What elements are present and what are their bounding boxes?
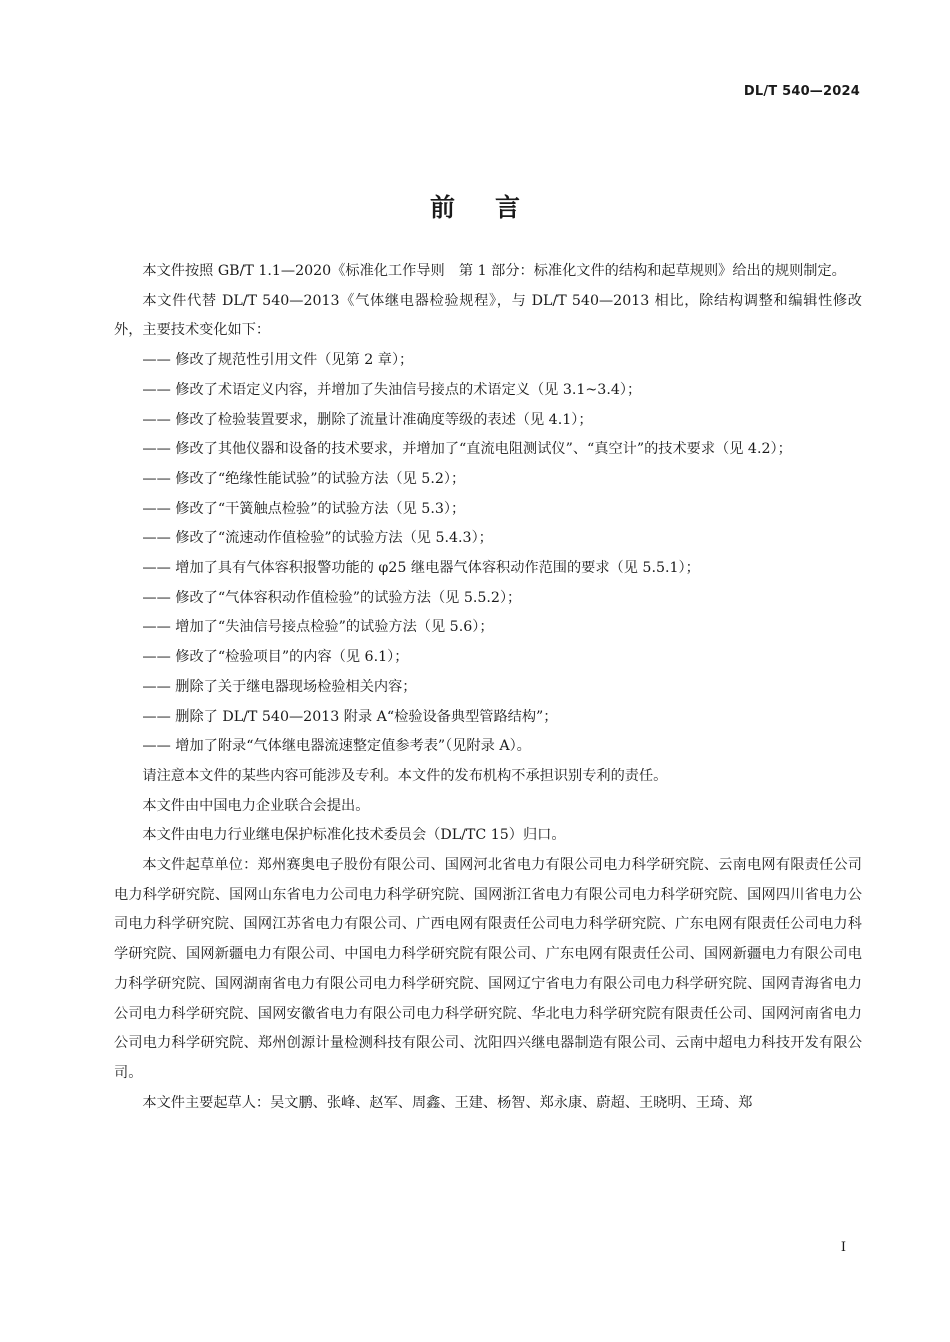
document-code: DL/T 540—2024 bbox=[743, 84, 860, 99]
change-item: —— 修改了规范性引用文件（见第 2 章）； bbox=[142, 352, 414, 369]
change-item: —— 修改了术语定义内容，并增加了失油信号接点的术语定义（见 3.1~3.4）； bbox=[142, 381, 642, 398]
paragraph-basis: 本文件按照 GB/T 1.1—2020《标准化工作导则 第 1 部分：标准化文件的结构和起草规则》给出的规则制定。 bbox=[142, 263, 846, 279]
paragraph-drafting-units: 本文件起草单位：郑州赛奥电子股份有限公司、国网河北省电力有限公司电力科学研究院、云南电网有限责任公司电力科学研究院、国网山东省电力公司电力科学研究院、国网浙江省电力有限公司电力科学研究院、国网四川省电力公司电力科学研究院、国网江苏省电力有限公司、广西电网有限责任公司电力科学研究院、广东电网有限责任公司电力科学研究院、国网新疆电力有限公司、中国电力科学研究院有限公司、广东电网有限责任公司、国网新疆电力有限公司电力科学研究院、国网湖南省电力有限公司电力科学研究院、国网辽宁省电力有限公司电力科学研究院、国网青海省电力公司电力科学研究院、国网安徽省电力有限公司电力科学研究院、华北电力科学研究院有限责任公司、国网河南省电力公司电力科学研究院、郑州创源计量检测科技有限公司、沈阳四兴继电器制造有限公司、云南中超电力科技开发有限公司。 bbox=[114, 857, 862, 1081]
change-item: —— 修改了“检验项目”的内容（见 6.1）； bbox=[142, 649, 409, 666]
paragraph-patent-notice: 请注意本文件的某些内容可能涉及专利。本文件的发布机构不承担识别专利的责任。 bbox=[142, 767, 668, 784]
change-item: —— 修改了“流速动作值检验”的试验方法（见 5.4.3）； bbox=[142, 530, 493, 547]
paragraph-drafters: 本文件主要起草人：吴文鹏、张峰、赵军、周鑫、王建、杨智、郑永康、蔚超、王晓明、王琦、郑 bbox=[142, 1094, 753, 1111]
change-item: —— 删除了关于继电器现场检验相关内容； bbox=[142, 678, 417, 695]
paragraph-centralized: 本文件由电力行业继电保护标准化技术委员会（DL/TC 15）归口。 bbox=[142, 827, 566, 844]
change-item: —— 增加了附录“气体继电器流速整定值参考表”（见附录 A）。 bbox=[142, 738, 531, 755]
page-title: 前言 bbox=[429, 193, 560, 222]
foreword-body bbox=[114, 257, 862, 1118]
paragraph-replacement: 本文件代替 DL/T 540—2013《气体继电器检验规程》，与 DL/T 540—2013 相比，除结构调整和编辑性修改外，主要技术变化如下： bbox=[114, 292, 862, 339]
page-number: I bbox=[840, 1240, 846, 1255]
change-item: —— 修改了“气体容积动作值检验”的试验方法（见 5.5.2）； bbox=[142, 589, 522, 606]
change-item: —— 修改了“干簧触点检验”的试验方法（见 5.3）； bbox=[142, 500, 466, 517]
change-item: —— 删除了 DL/T 540—2013 附录 A“检验设备典型管路结构”； bbox=[142, 708, 558, 725]
change-item: —— 修改了检验装置要求，删除了流量计准确度等级的表述（见 4.1）； bbox=[142, 411, 593, 428]
change-item: —— 修改了“绝缘性能试验”的试验方法（见 5.2）； bbox=[142, 470, 466, 487]
change-item: —— 增加了“失油信号接点检验”的试验方法（见 5.6）； bbox=[142, 619, 494, 636]
change-item: —— 增加了具有气体容积报警功能的 φ25 继电器气体容积动作范围的要求（见 5.5.1）； bbox=[142, 560, 700, 577]
paragraph-proposer: 本文件由中国电力企业联合会提出。 bbox=[142, 797, 370, 814]
change-item: —— 修改了其他仪器和设备的技术要求，并增加了“直流电阻测试仪”、“真空计”的技术要求（见 4.2）； bbox=[142, 441, 792, 458]
